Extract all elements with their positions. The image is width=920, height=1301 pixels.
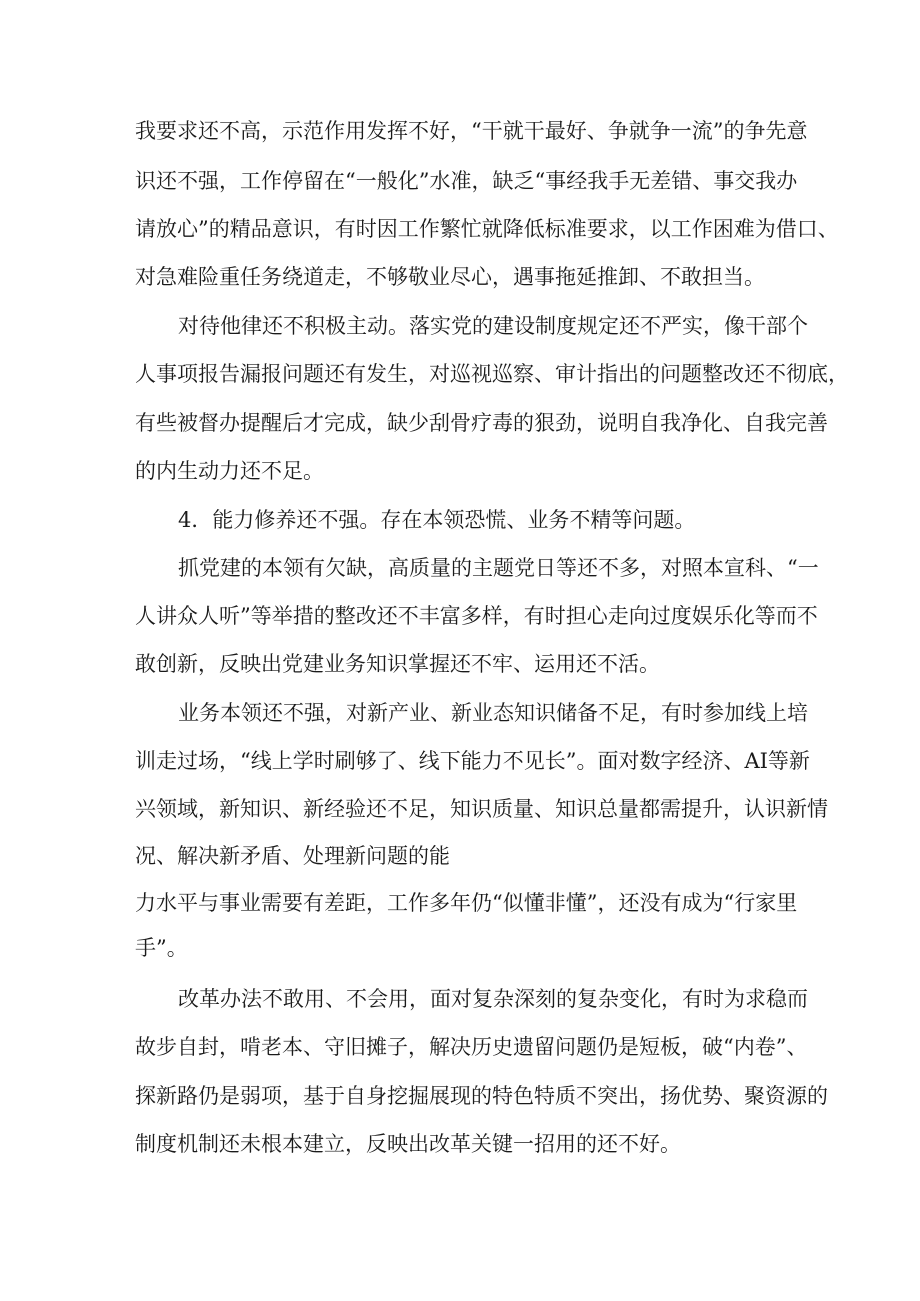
text-line: 故步自封，啃老本、守旧摊子，解决历史遗留问题仍是短板，破“内卷”、 (135, 1035, 808, 1059)
text-line: 我要求还不高，示范作用发挥不好，“干就干最好、争就争一流”的争先意 (135, 119, 808, 143)
text-line: 况、解决新矛盾、处理新问题的能 (135, 844, 450, 868)
text-line: 对急难险重任务绕道走，不够敬业尽心，遇事拖延推卸、不敢担当。 (135, 265, 765, 289)
text-line: 对待他律还不积极主动。落实党的建设制度规定还不严实，像干部个 (178, 314, 808, 338)
text-line: 业务本领还不强，对新产业、新业态知识储备不足，有时参加线上培 (178, 701, 808, 725)
text-line: 的内生动力还不足。 (135, 459, 324, 483)
text-line: 训走过场，“线上学时刷够了、线下能力不见长”。面对数字经济、AI等新 (135, 749, 810, 773)
text-line: 兴领域，新知识、新经验还不足，知识质量、知识总量都需提升，认识新情 (135, 797, 828, 821)
text-line: 识还不强，工作停留在“一般化”水准，缺乏“事经我手无差错、事交我办 (135, 169, 798, 193)
text-line: 改革办法不敢用、不会用，面对复杂深刻的复杂变化，有时为求稳而 (178, 987, 808, 1011)
text-line: 敢创新，反映出党建业务知识掌握还不牢、运用还不活。 (135, 652, 660, 676)
text-line: 制度机制还未根本建立，反映出改革关键一招用的还不好。 (135, 1132, 681, 1156)
text-line: 力水平与事业需要有差距，工作多年仍“似懂非懂”，还没有成为“行家里 (135, 891, 798, 915)
text-line: 抓党建的本领有欠缺，高质量的主题党日等还不多，对照本宣科、“一 (178, 556, 819, 580)
text-line: 人事项报告漏报问题还有发生，对巡视巡察、审计指出的问题整改还不彻底， (135, 362, 849, 386)
text-line: 有些被督办提醒后才完成，缺少刮骨疗毒的狠劲，说明自我净化、自我完善 (135, 411, 828, 435)
text-line: 探新路仍是弱项，基于自身挖掘展现的特色特质不突出，扬优势、聚资源的 (135, 1084, 828, 1108)
text-line: 请放心”的精品意识，有时因工作繁忙就降低标准要求，以工作困难为借口、 (135, 217, 839, 241)
heading-line: 4．能力修养还不强。存在本领恐慌、业务不精等问题。 (178, 508, 696, 532)
text-line: 人讲众人听”等举措的整改还不丰富多样，有时担心走向过度娱乐化等而不 (135, 604, 818, 628)
text-line: 手”。 (135, 936, 188, 960)
